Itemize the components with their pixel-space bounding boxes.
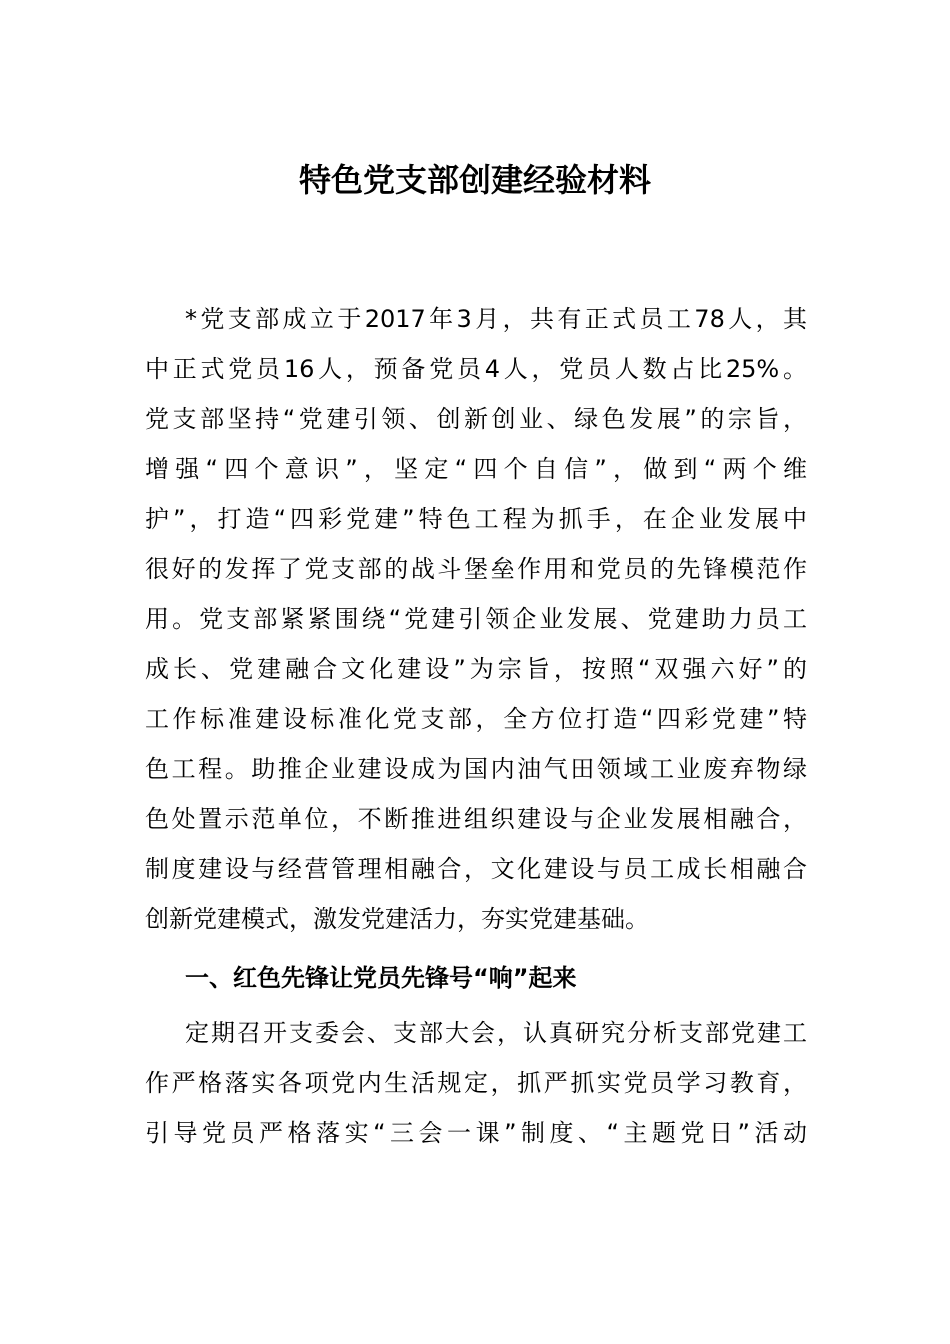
paragraph-line: 增强“四个意识”，坚定“四个自信”，做到“两个维 [145,455,807,483]
paragraph-line: 色工程。助推企业建设成为国内油气田领域工业废弃物绿 [145,755,807,783]
paragraph-line: 护”，打造“四彩党建”特色工程为抓手，在企业发展中 [145,505,807,533]
paragraph-line: 引导党员严格落实“三会一课”制度、“主题党日”活动 [145,1119,807,1147]
paragraph-line: 成长、党建融合文化建设”为宗旨，按照“双强六好”的 [145,655,807,683]
paragraph-line: 很好的发挥了党支部的战斗堡垒作用和党员的先锋模范作 [145,555,807,583]
document-body [145,294,807,1158]
paragraph-line: 色处置示范单位，不断推进组织建设与企业发展相融合， [145,805,807,833]
paragraph-line: 作严格落实各项党内生活规定，抓严抓实党员学习教育， [145,1069,807,1097]
section-heading: 一、红色先锋让党员先锋号“响”起来 [185,964,577,992]
paragraph-line: 工作标准建设标准化党支部，全方位打造“四彩党建”特 [145,705,807,733]
paragraph-line: 中正式党员16人，预备党员4人，党员人数占比25%。 [145,355,807,383]
paragraph-line: 党支部坚持“党建引领、创新创业、绿色发展”的宗旨， [145,405,807,433]
paragraph-line: 用。党支部紧紧围绕“党建引领企业发展、党建助力员工 [145,605,807,633]
paragraph-line: 定期召开支委会、支部大会，认真研究分析支部党建工 [185,1019,807,1047]
paragraph-intro [145,294,807,944]
paragraph-line: 创新党建模式，激发党建活力，夯实党建基础。 [145,905,649,933]
paragraph-line: *党支部成立于2017年3月，共有正式员工78人，其 [185,305,807,333]
document-title: 特色党支部创建经验材料 [298,161,651,199]
paragraph-section1 [145,1008,807,1158]
paragraph-line: 制度建设与经营管理相融合，文化建设与员工成长相融合 [145,855,807,883]
